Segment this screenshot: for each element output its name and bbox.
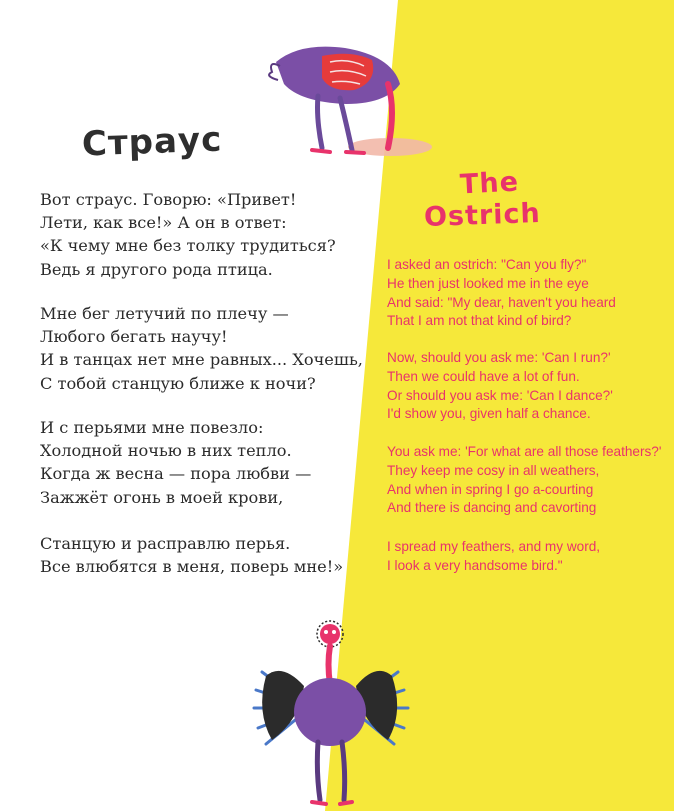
russian-poem-title: Страус <box>81 119 223 165</box>
english-line: Or should you ask me: 'Can I dance?' <box>387 387 613 403</box>
russian-stanza-1 <box>40 188 370 281</box>
english-line: I look a very handsome bird." <box>387 557 563 573</box>
english-line: They keep me cosy in all weathers, <box>387 462 600 478</box>
russian-line: Вот страус. Говорю: «Привет! <box>40 190 297 209</box>
english-title-line1: The <box>459 166 520 201</box>
russian-line: Любого бегать научу! <box>40 327 228 347</box>
russian-line: Все влюбятся в меня, поверь мне!» <box>40 557 344 577</box>
russian-line: С тобой станцую ближе к ночи? <box>40 373 316 393</box>
russian-line: И с перьями мне повезло: <box>40 418 264 437</box>
english-line: And there is dancing and cavorting <box>387 500 597 516</box>
english-line: I'd show you, given half a chance. <box>387 406 591 422</box>
russian-line: «К чему мне без толку трудиться? <box>40 236 336 256</box>
english-line: And said: "My dear, haven't you heard <box>387 294 616 310</box>
russian-stanza-3 <box>40 416 370 509</box>
russian-line: Лети, как все!» А он в ответ: <box>40 213 287 233</box>
english-stanza-3 <box>387 443 672 518</box>
english-line: You ask me: 'For what are all those feathers?' <box>387 444 662 459</box>
english-line: And when in spring I go a-courting <box>387 481 594 497</box>
russian-line: Станцую и расправлю перья. <box>40 534 291 553</box>
russian-line: Холодной ночью в них тепло. <box>40 441 292 461</box>
english-line: I spread my feathers, and my word, <box>387 539 601 554</box>
russian-line: Мне бег летучий по плечу — <box>40 304 289 323</box>
russian-stanza-2 <box>40 302 370 395</box>
russian-line: Когда ж весна — пора любви — <box>40 464 312 484</box>
russian-line: И в танцах нет мне равных... Хочешь, <box>40 350 363 370</box>
english-title-line2: Ostrich <box>423 197 542 234</box>
english-stanza-1 <box>387 256 672 331</box>
russian-line: Ведь я другого рода птица. <box>40 259 273 279</box>
english-line: Now, should you ask me: 'Can I run?' <box>387 350 611 365</box>
english-line: I asked an ostrich: "Can you fly?" <box>387 257 587 272</box>
english-stanza-4 <box>387 538 672 576</box>
russian-stanza-4 <box>40 532 370 578</box>
english-line: That I am not that kind of bird? <box>387 313 572 329</box>
english-stanza-2 <box>387 349 672 424</box>
english-line: Then we could have a lot of fun. <box>387 368 580 384</box>
english-line: He then just looked me in the eye <box>387 275 589 291</box>
russian-line: Зажжёт огонь в моей крови, <box>40 487 284 507</box>
